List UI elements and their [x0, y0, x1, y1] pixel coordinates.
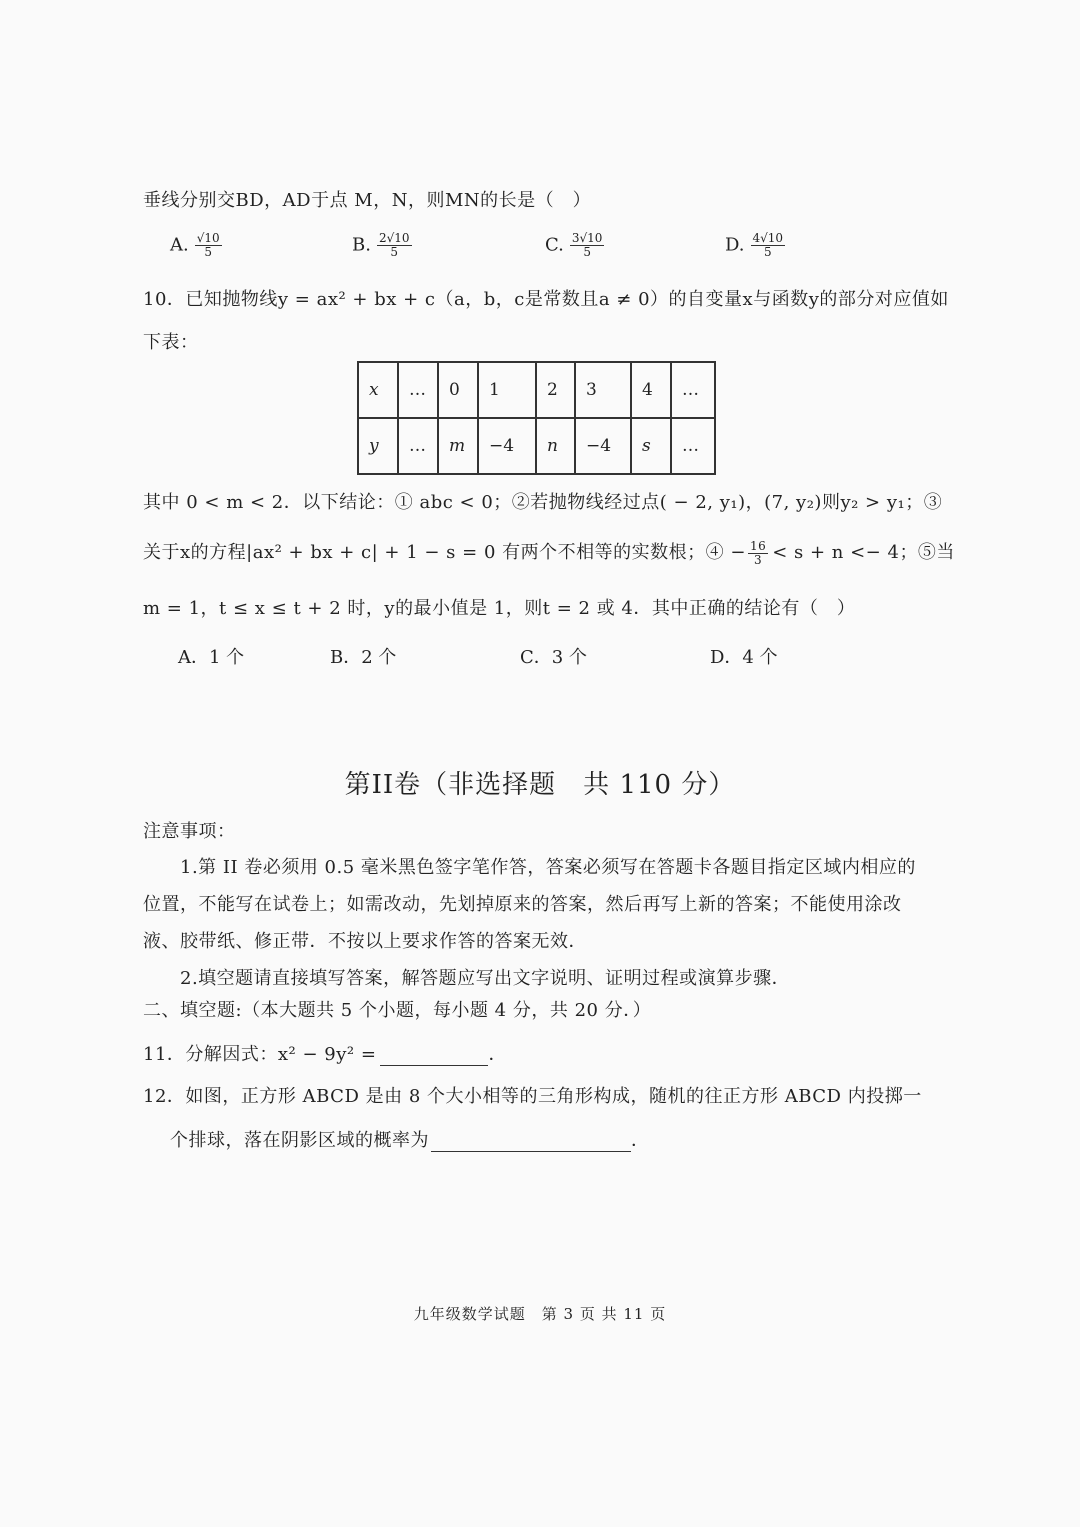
- q9-option-d-fraction: [751, 232, 786, 259]
- q9-option-c-fraction: [570, 232, 605, 259]
- q9-option-b: [352, 232, 412, 259]
- q9-option-d: [725, 232, 785, 259]
- q10-line-4-end: < s + n <− 4；⑤当: [772, 542, 955, 563]
- notice-1-line-b: 位置，不能写在试卷上；如需改动，先划掉原来的答案，然后再写上新的答案；不能使用涂改: [143, 894, 902, 915]
- q12-line-1: 12．如图，正方形 ABCD 是由 8 个大小相等的三角形构成，随机的往正方形 ABCD 内投掷一: [143, 1086, 922, 1107]
- page-footer: 九年级数学试题 第 3 页 共 11 页: [413, 1305, 667, 1323]
- table-cell: m: [438, 418, 478, 474]
- q9-option-b-label: B.: [352, 234, 371, 256]
- q9-option-b-fraction: [377, 232, 412, 259]
- table-row-x: [358, 362, 715, 418]
- q9-option-d-label: D.: [725, 234, 745, 256]
- table-cell: …: [398, 362, 438, 418]
- q12-text: 个排球，落在阴影区域的概率为: [170, 1130, 429, 1151]
- q9-option-d-numerator: 4√10: [752, 231, 784, 245]
- part2-title: 二、填空题:（本大题共 5 个小题，每小题 4 分，共 20 分．）: [143, 1000, 652, 1021]
- table-cell: 2: [536, 362, 575, 418]
- q9-option-a-numerator: √10: [196, 231, 220, 245]
- q11-text: 11．分解因式：x² − 9y² =: [143, 1044, 377, 1065]
- q9-tail-text: 垂线分别交BD，AD于点 M，N，则MN的长是（ ）: [143, 190, 592, 211]
- q9-option-c-label: C.: [545, 234, 564, 256]
- notice-1-line-a: 1.第 II 卷必须用 0.5 毫米黑色签字笔作答，答案必须写在答题卡各题目指定区域内相应的: [180, 857, 916, 878]
- q9-option-a-fraction: [195, 232, 222, 259]
- table-cell: 0: [438, 362, 478, 418]
- value-table: [357, 361, 716, 475]
- table-cell: …: [398, 418, 438, 474]
- q10-option-c: C．3 个: [520, 647, 587, 668]
- q9-option-a-label: A.: [170, 234, 189, 256]
- table-cell: s: [631, 418, 671, 474]
- q9-option-c: [545, 232, 604, 259]
- q12-line-2: [170, 1126, 650, 1152]
- notice-1-line-c: 液、胶带纸、修正带．不按以上要求作答的答案无效．: [143, 931, 587, 952]
- q10-line-1: 10．已知抛物线y = ax² + bx + c（a，b，c是常数且a ≠ 0）的自变量x与函数y的部分对应值如: [143, 289, 949, 310]
- table-cell: …: [671, 362, 715, 418]
- table-cell: x: [358, 362, 398, 418]
- q10-line-3: 其中 0 < m < 2．以下结论：① abc < 0；②若抛物线经过点( − 2, y₁)，(7, y₂)则y₂ > y₁；③: [143, 492, 943, 513]
- q10-option-d: D．4 个: [710, 647, 778, 668]
- q10-line-4-numerator: 16: [749, 538, 767, 553]
- q12-answer-blank[interactable]: [431, 1131, 631, 1152]
- table-cell: n: [536, 418, 575, 474]
- table-cell: −4: [575, 418, 631, 474]
- q10-line-4-fraction: [748, 540, 768, 567]
- q10-line-4-start: 关于x的方程|ax² + bx + c| + 1 − s = 0 有两个不相等的实数根；④ −: [143, 542, 746, 563]
- table-cell: y: [358, 418, 398, 474]
- table-row-y: [358, 418, 715, 474]
- q9-option-b-denominator: 5: [390, 245, 399, 259]
- q10-option-a: A．1 个: [178, 647, 245, 668]
- table-cell: 3: [575, 362, 631, 418]
- q10-line-4-denominator: 3: [754, 552, 763, 567]
- q10-option-b: B．2 个: [330, 647, 397, 668]
- q9-option-c-denominator: 5: [583, 245, 591, 259]
- q10-line-5: m = 1，t ≤ x ≤ t + 2 时，y的最小值是 1，则t = 2 或 4．其中正确的结论有（ ）: [143, 598, 856, 619]
- table-cell: …: [671, 418, 715, 474]
- q9-option-c-numerator: 3√10: [571, 231, 603, 245]
- q10-line-4: [143, 538, 955, 567]
- notice-2: 2.填空题请直接填写答案，解答题应写出文字说明、证明过程或演算步骤．: [180, 968, 791, 989]
- table-cell: 4: [631, 362, 671, 418]
- q10-line-2: 下表：: [143, 332, 199, 353]
- q9-option-b-numerator: 2√10: [378, 231, 410, 245]
- q9-option-a: [170, 232, 222, 259]
- table-cell: 1: [478, 362, 536, 418]
- table-cell: −4: [478, 418, 536, 474]
- q11-end: ．: [488, 1044, 507, 1065]
- q9-option-d-denominator: 5: [763, 245, 772, 259]
- q11-answer-blank[interactable]: [380, 1045, 488, 1066]
- section-title: 第II卷（非选择题 共 110 分）: [344, 770, 736, 800]
- q11: [143, 1040, 507, 1066]
- notice-title: 注意事项：: [143, 821, 236, 842]
- q9-option-a-denominator: 5: [204, 245, 213, 259]
- q12-end: ．: [631, 1130, 650, 1151]
